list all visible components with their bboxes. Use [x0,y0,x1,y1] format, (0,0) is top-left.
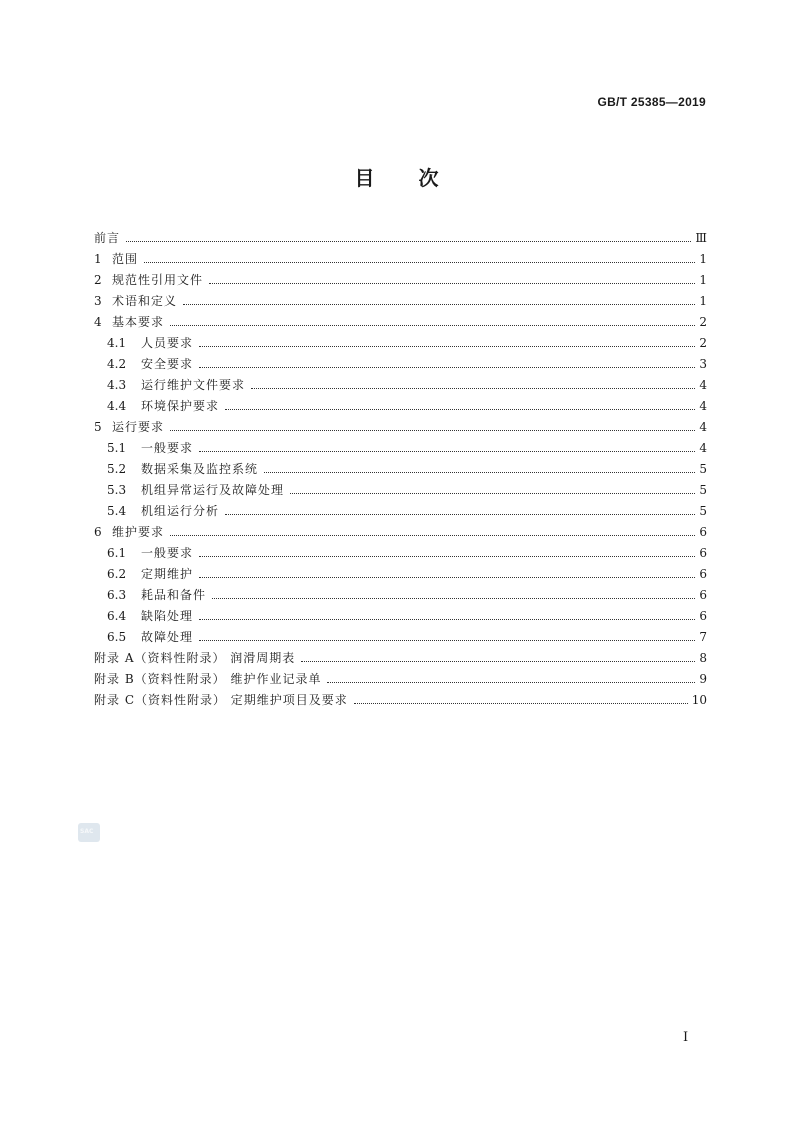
toc-entry-number: 5.2 [107,462,127,476]
toc-leader-dots [199,346,695,347]
toc-leader-dots [225,514,695,515]
toc-entry-number: 6.3 [107,588,127,602]
sac-watermark-logo [78,823,100,842]
toc-leader-dots [199,451,695,452]
toc-entry-label: 环境保护要求 [141,399,220,413]
toc-entry-page: 6 [699,609,707,623]
toc-entry-page: 6 [699,588,707,602]
toc-entry-label: 机组运行分析 [141,504,220,518]
toc-entry[interactable] [94,396,707,417]
watermark-text: SAC [80,828,94,835]
toc-entry[interactable] [94,291,707,312]
toc-entry-number: 3 [94,294,102,308]
toc-entry[interactable] [94,249,707,270]
toc-entry-number: 5.3 [107,483,127,497]
toc-entry[interactable] [94,375,707,396]
toc-entry-label: 附录 C（资料性附录） 定期维护项目及要求 [94,693,348,707]
toc-entry-label: 运行要求 [112,420,165,434]
toc-entry-label: 基本要求 [112,315,165,329]
toc-leader-dots [212,598,695,599]
toc-entry[interactable] [94,690,707,711]
toc-entry-number: 4 [94,315,102,329]
toc-entry-number: 1 [94,252,102,266]
toc-entry-page: 4 [699,399,707,413]
toc-entry[interactable] [94,438,707,459]
table-of-contents [94,228,707,711]
toc-entry-number: 4.2 [107,357,127,371]
toc-entry-number: 6.2 [107,567,127,581]
toc-entry-page: 5 [699,483,707,497]
toc-entry-page: 4 [699,378,707,392]
toc-entry[interactable] [94,585,707,606]
toc-leader-dots [264,472,695,473]
toc-leader-dots [199,619,695,620]
toc-entry-page: 7 [699,630,707,644]
toc-entry-page: 4 [699,441,707,455]
toc-entry-label: 运行维护文件要求 [141,378,246,392]
toc-leader-dots [290,493,695,494]
toc-leader-dots [209,283,695,284]
toc-entry-page: 6 [699,567,707,581]
toc-entry[interactable] [94,333,707,354]
toc-entry-page: 1 [699,273,707,287]
toc-leader-dots [354,703,688,704]
toc-entry-number: 5 [94,420,102,434]
toc-entry[interactable] [94,648,707,669]
toc-entry-number: 4.4 [107,399,127,413]
toc-entry-page: 6 [699,525,707,539]
toc-leader-dots [170,325,695,326]
toc-leader-dots [199,640,695,641]
toc-entry[interactable] [94,606,707,627]
toc-entry[interactable] [94,522,707,543]
standard-code: GB/T 25385—2019 [597,95,706,109]
toc-entry-label: 人员要求 [141,336,194,350]
toc-entry[interactable] [94,312,707,333]
toc-entry-label: 安全要求 [141,357,194,371]
footer-page-number: I [683,1030,689,1045]
toc-leader-dots [199,556,695,557]
toc-entry-number: 5.4 [107,504,127,518]
toc-entry[interactable] [94,459,707,480]
toc-leader-dots [144,262,695,263]
toc-entry-label: 一般要求 [141,546,194,560]
toc-entry-page: 9 [699,672,707,686]
toc-entry-number: 6.1 [107,546,127,560]
toc-entry-label: 前言 [94,231,121,245]
toc-entry-page: 10 [691,693,707,707]
toc-entry[interactable] [94,270,707,291]
toc-entry[interactable] [94,228,707,249]
toc-entry[interactable] [94,501,707,522]
toc-leader-dots [126,241,691,242]
toc-entry-page: 5 [699,462,707,476]
toc-entry-label: 机组异常运行及故障处理 [141,483,285,497]
toc-entry-label: 术语和定义 [112,294,178,308]
toc-entry-number: 6.5 [107,630,127,644]
toc-entry-label: 一般要求 [141,441,194,455]
toc-entry[interactable] [94,564,707,585]
toc-entry[interactable] [94,354,707,375]
toc-entry-label: 维护要求 [112,525,165,539]
toc-entry-label: 附录 A（资料性附录） 润滑周期表 [94,651,296,665]
toc-entry[interactable] [94,669,707,690]
toc-entry-number: 5.1 [107,441,127,455]
toc-entry-page: Ⅲ [695,231,707,245]
toc-entry-page: 8 [699,651,707,665]
toc-entry-page: 2 [699,336,707,350]
toc-entry[interactable] [94,480,707,501]
toc-entry-page: 5 [699,504,707,518]
toc-leader-dots [183,304,695,305]
toc-entry[interactable] [94,417,707,438]
toc-entry[interactable] [94,627,707,648]
toc-leader-dots [225,409,695,410]
toc-entry-label: 故障处理 [141,630,194,644]
toc-entry-number: 2 [94,273,102,287]
toc-leader-dots [170,430,695,431]
toc-entry-number: 4.3 [107,378,127,392]
toc-leader-dots [199,367,695,368]
toc-leader-dots [199,577,695,578]
toc-leader-dots [170,535,695,536]
toc-entry-label: 数据采集及监控系统 [141,462,259,476]
toc-entry-label: 范围 [112,252,139,266]
toc-entry-page: 6 [699,546,707,560]
toc-entry-label: 附录 B（资料性附录） 维护作业记录单 [94,672,322,686]
toc-entry-page: 3 [699,357,707,371]
toc-leader-dots [301,661,695,662]
toc-entry-number: 6 [94,525,102,539]
toc-entry-number: 4.1 [107,336,127,350]
toc-entry-label: 缺陷处理 [141,609,194,623]
toc-entry-page: 1 [699,294,707,308]
toc-entry-number: 6.4 [107,609,127,623]
toc-entry-label: 耗品和备件 [141,588,207,602]
toc-leader-dots [251,388,695,389]
toc-entry-page: 1 [699,252,707,266]
page-title: 目次 [354,166,483,190]
toc-entry-label: 规范性引用文件 [112,273,204,287]
toc-leader-dots [327,682,695,683]
toc-entry-page: 4 [699,420,707,434]
toc-entry-page: 2 [699,315,707,329]
toc-entry-label: 定期维护 [141,567,194,581]
toc-entry[interactable] [94,543,707,564]
